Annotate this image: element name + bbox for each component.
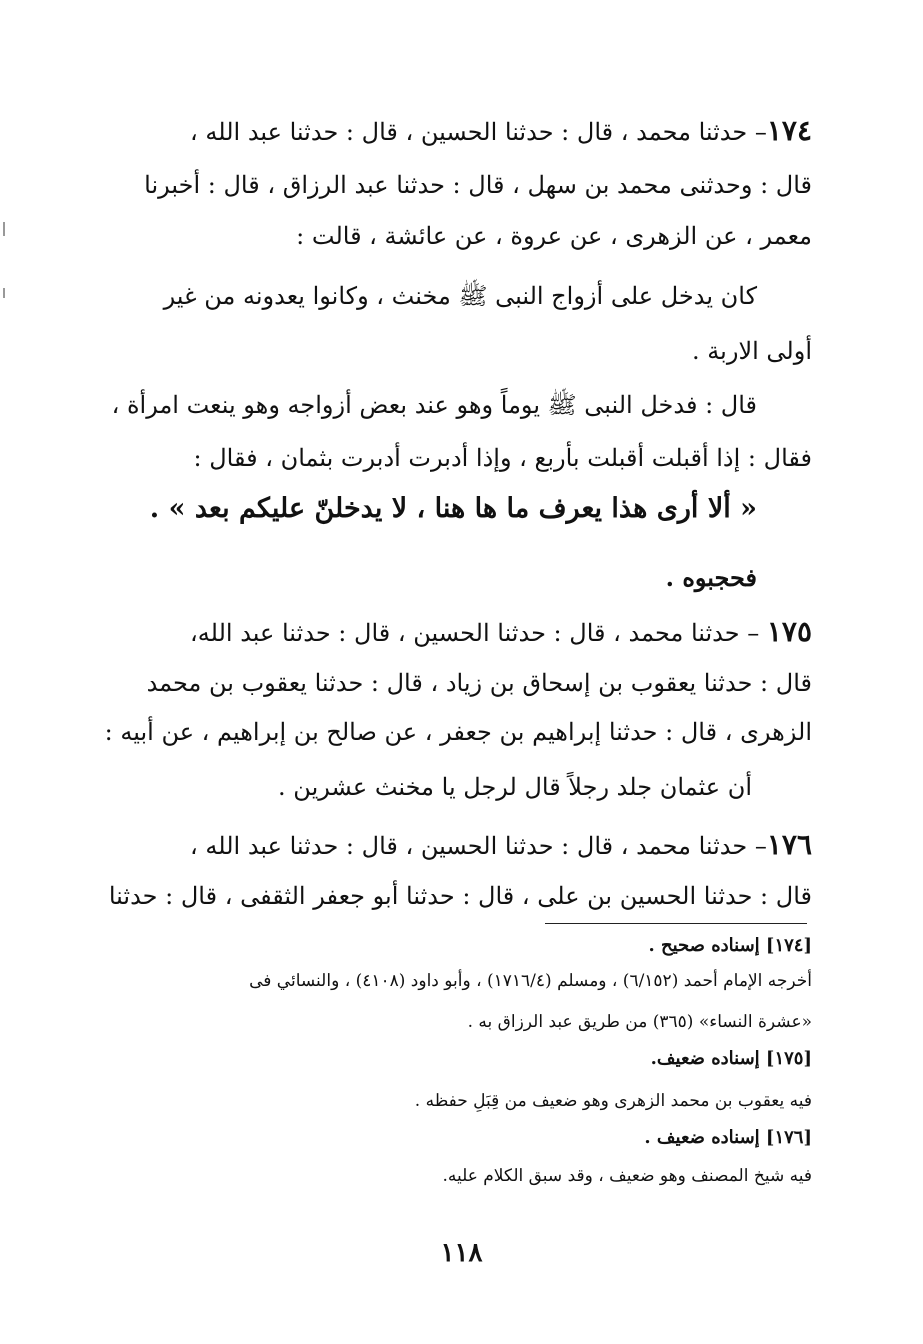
footnote-176-title: [١٧٦] إسناده ضعيف .: [644, 1127, 812, 1148]
hadith-174-isnad-start: – حدثنا محمد ، قال : حدثنا الحسين ، قال : حدثنا عبد الله ،: [190, 118, 767, 146]
hadith-174-text-line-2: أولى الاربة .: [692, 337, 812, 365]
scan-margin-mark: [3, 288, 5, 298]
hadith-174-text-line-3: قال : فدخل النبى ﷺ يوماً وهو عند بعض أزواجه وهو ينعت امرأة ،: [111, 391, 757, 419]
footnote-separator: [545, 923, 807, 924]
hadith-175-isnad-start: – حدثنا محمد ، قال : حدثنا الحسين ، قال : حدثنا عبد الله،: [190, 619, 767, 647]
hadith-175-line-2: قال : حدثنا يعقوب بن إسحاق بن زياد ، قال : حدثنا يعقوب بن محمد: [146, 669, 812, 697]
scan-margin-mark: [3, 222, 5, 236]
hadith-174-text-line-4: فقال : إذا أقبلت أقبلت بأربع ، وإذا أدبرت أدبرت بثمان ، فقال :: [193, 444, 812, 472]
hadith-174-text-line-1: كان يدخل على أزواج النبى ﷺ مخنث ، وكانوا يعدونه من غير: [163, 282, 757, 310]
hadith-174-line-2: قال : وحدثنى محمد بن سهل ، قال : حدثنا عبد الرزاق ، قال : أخبرنا: [144, 171, 812, 199]
hadith-175-text-line-1: أن عثمان جلد رجلاً قال لرجل يا مخنث عشرين .: [278, 773, 752, 801]
footnote-175-title: [١٧٥] إسناده ضعيف.: [650, 1048, 812, 1069]
hadith-175-line-1: [100, 617, 812, 648]
hadith-175-line-3: الزهرى ، قال : حدثنا إبراهيم بن جعفر ، عن صالح بن إبراهيم ، عن أبيه :: [104, 718, 812, 746]
hadith-174-line-1: [100, 116, 812, 147]
page-number: ١١٨: [440, 1238, 483, 1268]
hadith-174-text-line-5: فحجبوه .: [665, 563, 757, 592]
footnote-174-line-2: «عشرة النساء» (٣٦٥) من طريق عبد الرزاق به .: [467, 1012, 812, 1032]
footnote-175-line-1: فيه يعقوب بن محمد الزهرى وهو ضعيف من قِبَلِ حفظه .: [414, 1091, 812, 1111]
hadith-176-line-2: قال : حدثنا الحسين بن على ، قال : حدثنا أبو جعفر الثقفى ، قال : حدثنا: [108, 882, 812, 910]
hadith-174-number: ١٧٤: [766, 114, 812, 147]
hadith-176-isnad-start: – حدثنا محمد ، قال : حدثنا الحسين ، قال : حدثنا عبد الله ،: [190, 832, 767, 860]
hadith-174-line-3: معمر ، عن الزهرى ، عن عروة ، عن عائشة ، قالت :: [296, 222, 812, 250]
hadith-176-line-1: [100, 830, 812, 861]
footnote-174-title: [١٧٤] إسناده صحيح .: [648, 935, 812, 956]
hadith-176-number: ١٧٦: [766, 828, 812, 861]
footnote-176-line-1: فيه شيخ المصنف وهو ضعيف ، وقد سبق الكلام عليه.: [442, 1166, 812, 1186]
footnote-174-line-1: أخرجه الإمام أحمد (٦/١٥٢) ، ومسلم (١٧١٦/٤) ، وأبو داود (٤١٠٨) ، والنسائي فى: [249, 971, 812, 991]
hadith-175-number: ١٧٥: [766, 615, 812, 648]
hadith-174-quote: « ألا أرى هذا يعرف ما ها هنا ، لا يدخلنّ عليكم بعد » .: [149, 493, 757, 524]
